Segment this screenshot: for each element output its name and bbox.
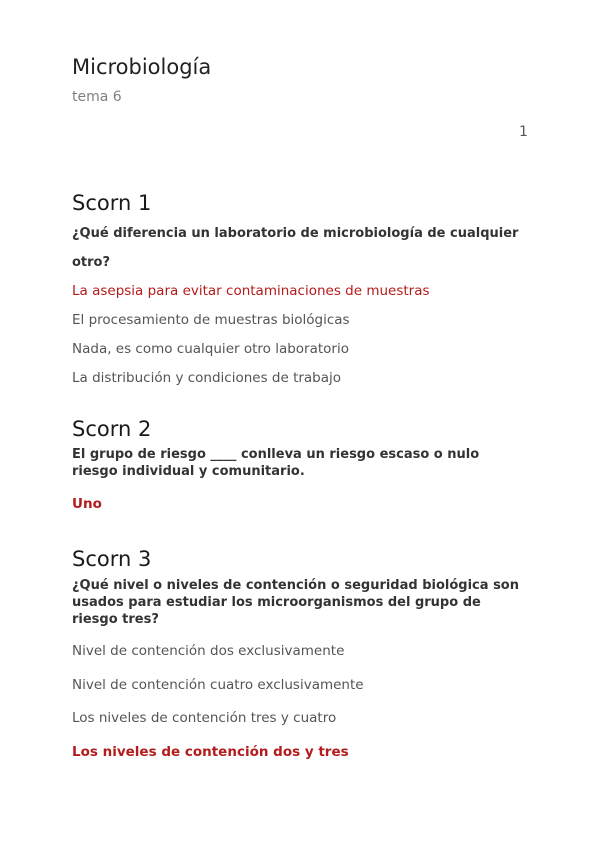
- option-scorn-1-c: La distribución y condiciones de trabajo: [72, 370, 342, 386]
- section-title-scorn-1: Scorn 1: [72, 191, 152, 215]
- option-scorn-3-b: Nivel de contención cuatro exclusivamente: [72, 677, 364, 693]
- option-scorn-1-a: El procesamiento de muestras biológicas: [72, 312, 350, 328]
- question-scorn-3: ¿Qué nivel o niveles de contención o seguridad biológica son usados para estudiar los microorganismos del grupo de riesgo tres?: [72, 578, 519, 627]
- question-scorn-1-line-2: otro?: [72, 255, 111, 270]
- correct-answer-scorn-2: Uno: [72, 496, 102, 512]
- question-scorn-2: El grupo de riesgo ____ conlleva un riesgo escaso o nulo riesgo individual y comunitario.: [72, 447, 480, 479]
- page-number: 1: [519, 124, 528, 140]
- option-scorn-3-c: Los niveles de contención tres y cuatro: [72, 710, 337, 726]
- option-scorn-1-b: Nada, es como cualquier otro laboratorio: [72, 341, 349, 357]
- document-title: Microbiología: [72, 55, 212, 79]
- document-subtitle: tema 6: [72, 89, 122, 105]
- correct-answer-scorn-3: Los niveles de contención dos y tres: [72, 744, 349, 760]
- correct-answer-scorn-1: La asepsia para evitar contaminaciones de muestras: [72, 283, 430, 299]
- section-title-scorn-2: Scorn 2: [72, 417, 152, 441]
- option-scorn-3-a: Nivel de contención dos exclusivamente: [72, 643, 345, 659]
- section-title-scorn-3: Scorn 3: [72, 547, 152, 571]
- question-scorn-1-line-1: ¿Qué diferencia un laboratorio de microbiología de cualquier: [72, 226, 519, 241]
